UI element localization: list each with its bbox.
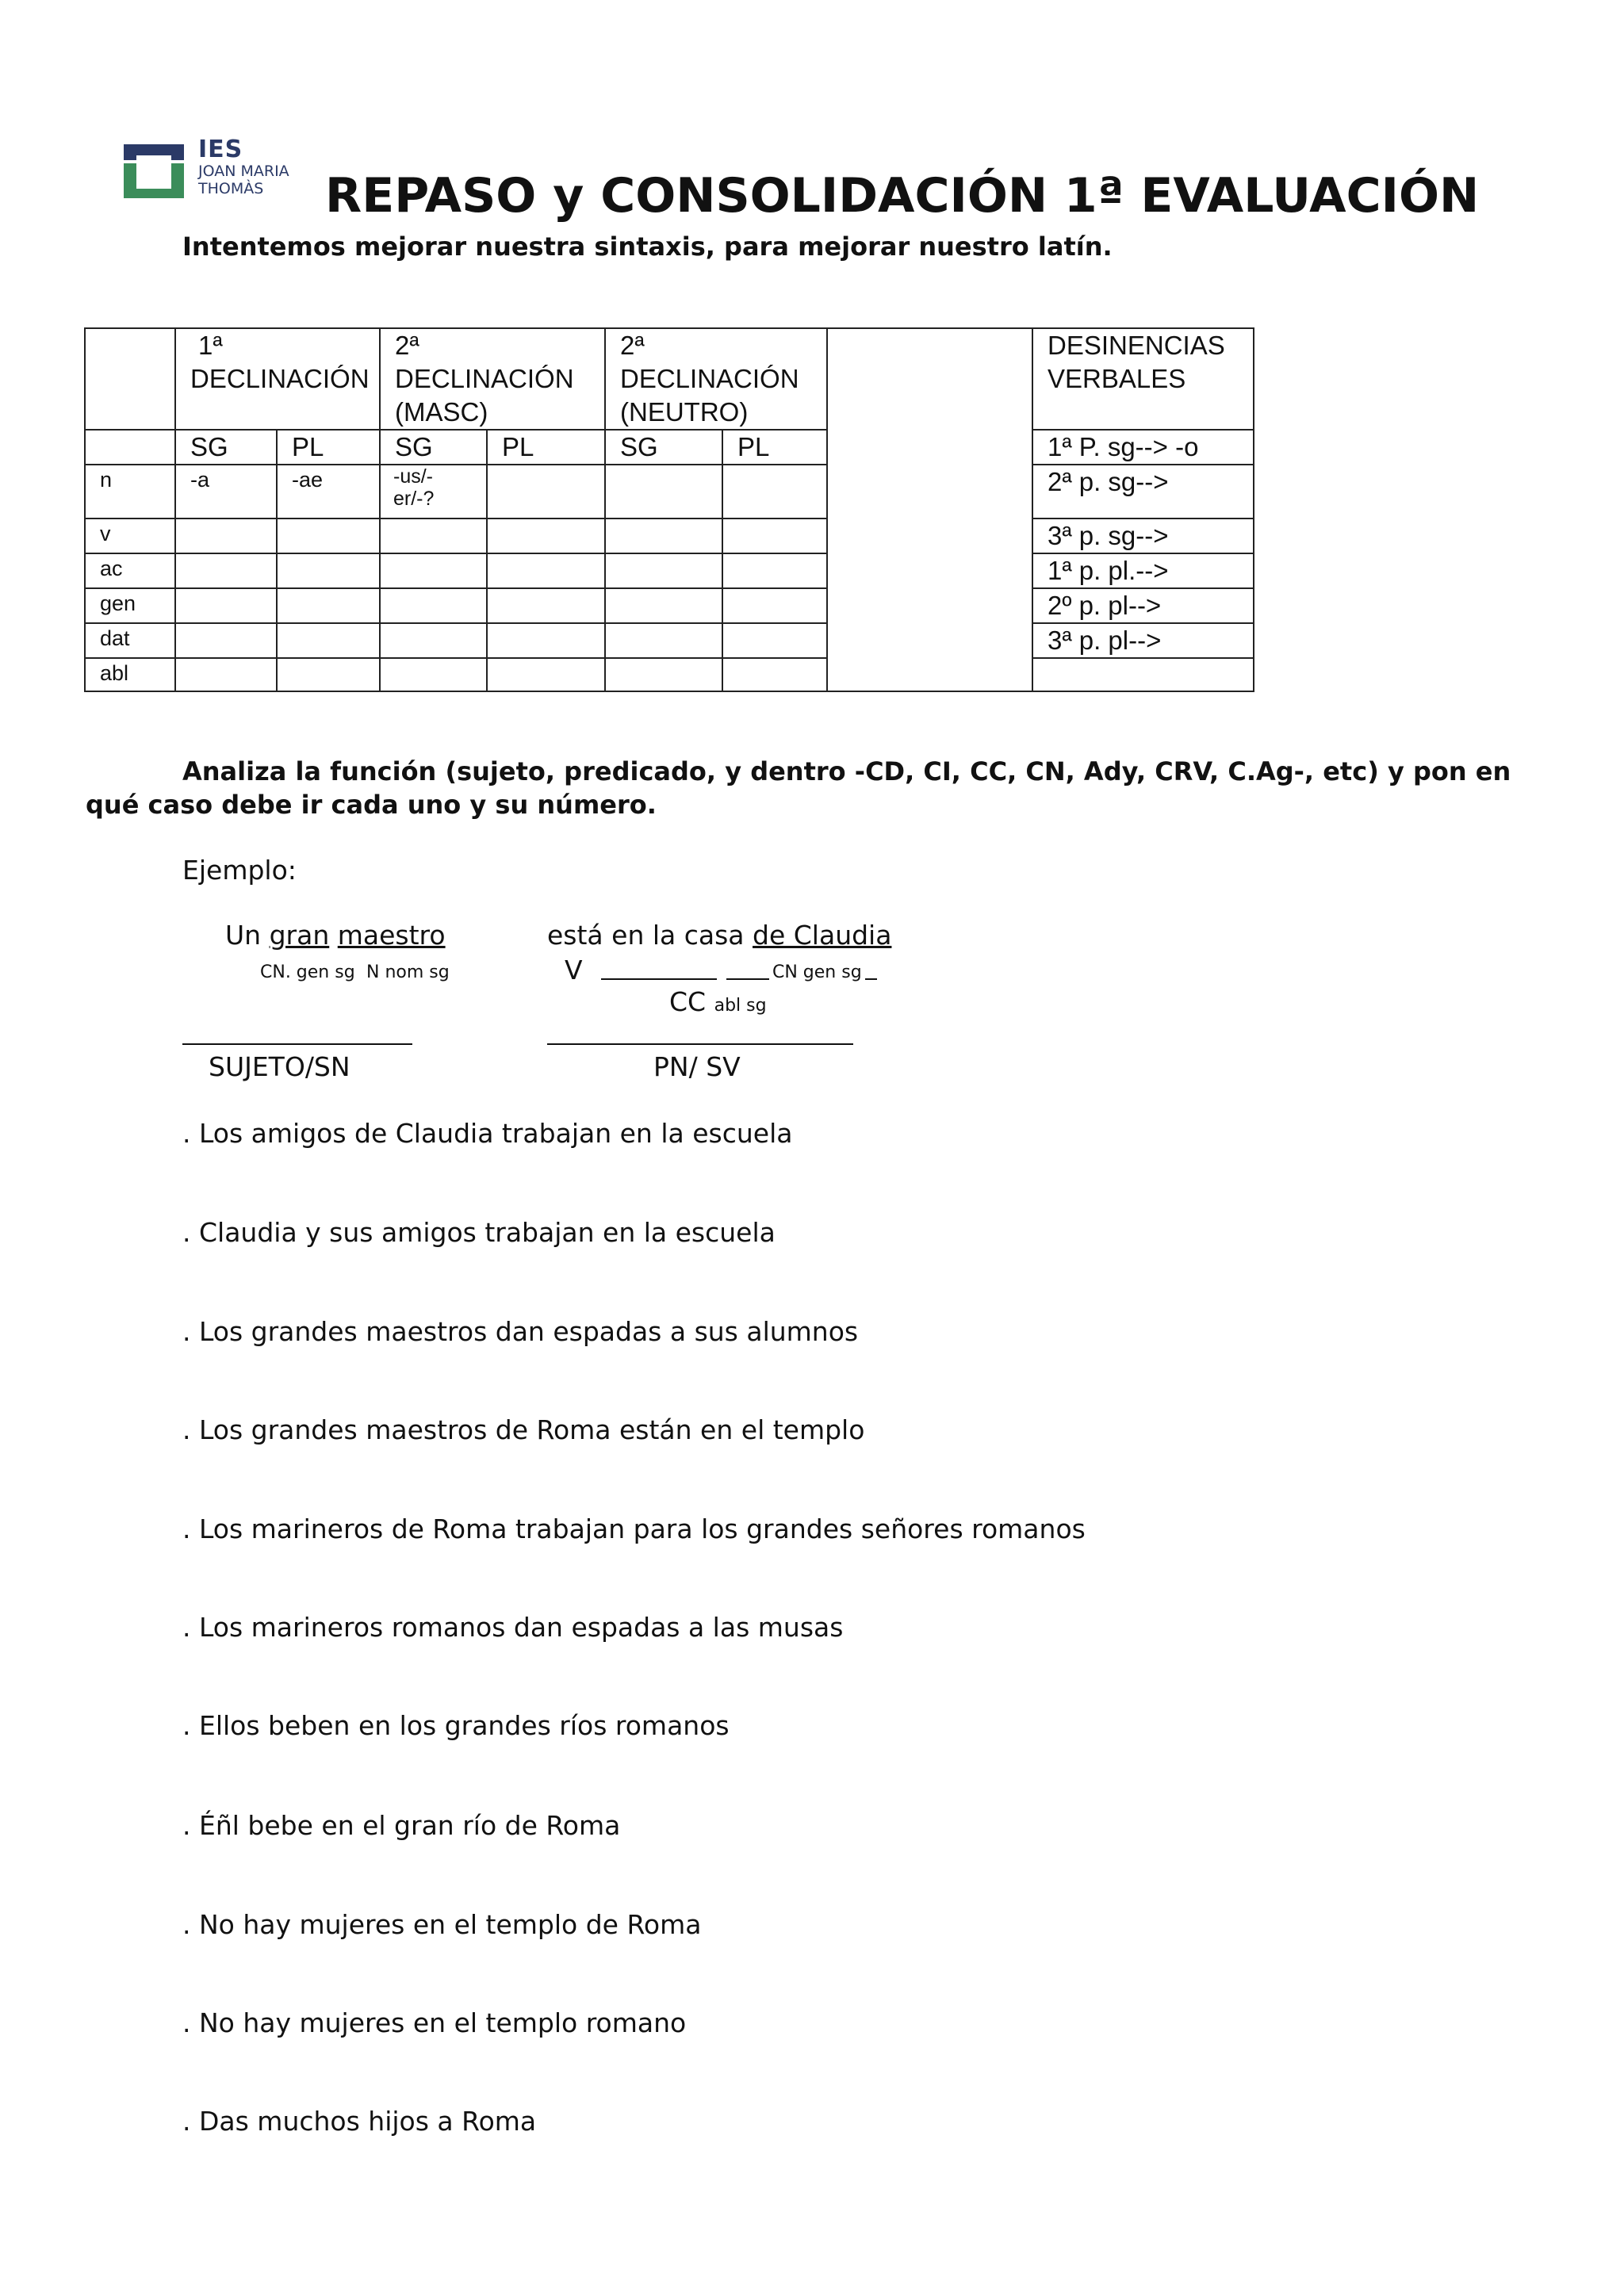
exercise-sentence: . Das muchos hijos a Roma <box>182 2106 537 2137</box>
subject-underline <box>182 1043 412 1045</box>
logo-line2: THOMÀS <box>198 180 264 197</box>
school-logo-text <box>198 138 289 197</box>
example-blank-line <box>601 978 717 980</box>
case-label: ac <box>85 553 175 588</box>
table-cell <box>380 623 487 658</box>
table-cell <box>277 553 380 588</box>
table-cell <box>605 465 722 519</box>
page-title: REPASO y CONSOLIDACIÓN 1ª EVALUACIÓN <box>325 168 1480 224</box>
table-cell <box>277 588 380 623</box>
table-cell <box>487 623 605 658</box>
example-word-maestro: maestro <box>337 920 446 951</box>
tag-cn-gen-sg-2: CN gen sg <box>769 962 865 982</box>
table-cell <box>722 553 827 588</box>
header-verbal-line1: DESINENCIAS <box>1048 331 1225 360</box>
exercise-sentence: . Los grandes maestros de Roma están en el templo <box>182 1414 865 1445</box>
instruction-paragraph <box>86 755 1529 821</box>
col-sg: SG <box>380 430 487 465</box>
exercise-sentence: . Los amigos de Claudia trabajan en la escuela <box>182 1118 793 1149</box>
declension-table <box>84 327 1254 692</box>
tag-cn-gen-sg: CN. gen sg <box>260 962 355 982</box>
table-cell <box>605 553 722 588</box>
table-cell <box>722 588 827 623</box>
table-cell <box>380 553 487 588</box>
col-pl: PL <box>277 430 380 465</box>
table-cell <box>175 588 277 623</box>
header-decl2n-line3: (NEUTRO) <box>620 397 749 427</box>
exercise-sentence: . Los marineros de Roma trabajan para los grandes señores romanos <box>182 1513 1086 1544</box>
verb-ending: 3ª p. pl--> <box>1032 623 1254 658</box>
table-cell <box>380 658 487 691</box>
table-cell <box>277 623 380 658</box>
label-pn: PN/ SV <box>653 1051 741 1082</box>
table-cell <box>487 519 605 553</box>
example-predicate <box>547 920 891 951</box>
header-decl2n-line2: DECLINACIÓN <box>620 364 799 393</box>
tag-cc-sub: abl sg <box>714 996 767 1016</box>
exercise-sentence: . Éñl bebe en el gran río de Roma <box>182 1810 621 1841</box>
table-cell <box>722 519 827 553</box>
cell-n-d2m-sg-line1: -us/- <box>393 465 433 488</box>
verb-ending: 2º p. pl--> <box>1032 588 1254 623</box>
col-pl: PL <box>487 430 605 465</box>
table-cell <box>605 519 722 553</box>
tag-v: V <box>565 955 583 985</box>
tag-cc-main: CC <box>669 986 707 1017</box>
school-logo-mark-icon <box>121 136 187 203</box>
example-subject <box>225 920 446 951</box>
exercise-sentence: . Ellos beben en los grandes ríos romanos <box>182 1710 730 1741</box>
header-corner <box>85 328 175 430</box>
table-cell <box>277 519 380 553</box>
tag-cc <box>669 986 767 1017</box>
table-cell <box>605 658 722 691</box>
table-cell <box>380 588 487 623</box>
logo-line1: JOAN MARIA <box>198 163 289 180</box>
table-cell <box>175 658 277 691</box>
case-label: dat <box>85 623 175 658</box>
case-label: gen <box>85 588 175 623</box>
table-cell <box>175 519 277 553</box>
exercise-sentence: . Los marineros romanos dan espadas a las musas <box>182 1612 844 1643</box>
tag-n-nom-sg: N nom sg <box>366 962 450 982</box>
header-decl2m-line3: (MASC) <box>395 397 488 427</box>
example-word-esta: está en la casa <box>547 920 745 951</box>
verb-ending: 2ª p. sg--> <box>1032 465 1254 519</box>
school-logo <box>121 136 303 208</box>
table-cell <box>175 553 277 588</box>
header-decl1 <box>175 328 380 430</box>
exercise-sentence: . No hay mujeres en el templo de Roma <box>182 1909 702 1940</box>
table-cell <box>1032 658 1254 691</box>
header-decl1-line2: DECLINACIÓN <box>190 364 370 393</box>
page-subtitle: Intentemos mejorar nuestra sintaxis, para mejorar nuestro latín. <box>182 232 1113 262</box>
case-label: v <box>85 519 175 553</box>
header-decl2-masc <box>380 328 605 430</box>
cell-n-d1-pl: -ae <box>277 465 380 519</box>
cell-n-d2m-sg-line2: er/-? <box>393 488 435 510</box>
label-sujeto: SUJETO/SN <box>209 1051 350 1082</box>
header-verbal <box>1032 328 1254 430</box>
col-pl: PL <box>722 430 827 465</box>
predicate-underline <box>547 1043 853 1045</box>
example-word-un: Un <box>225 920 262 951</box>
verb-ending: 1ª P. sg--> -o <box>1032 430 1254 465</box>
example-label: Ejemplo: <box>182 855 297 886</box>
table-cell <box>722 658 827 691</box>
header-decl2-neut <box>605 328 827 430</box>
verb-ending: 1ª p. pl.--> <box>1032 553 1254 588</box>
table-cell <box>605 623 722 658</box>
table-cell <box>487 658 605 691</box>
header-decl2n-line1: 2ª <box>620 331 645 360</box>
table-cell <box>487 465 605 519</box>
col-sg: SG <box>175 430 277 465</box>
exercise-sentence: . Los grandes maestros dan espadas a sus alumnos <box>182 1316 859 1347</box>
header-verbal-line2: VERBALES <box>1048 364 1186 393</box>
table-cell <box>487 588 605 623</box>
instruction-text: Analiza la función (sujeto, predicado, y dentro -CD, CI, CC, CN, Ady, CRV, C.Ag-, etc) y pon en qué caso debe ir cada uno y su número. <box>86 756 1511 820</box>
cell-n-d1-sg: -a <box>175 465 277 519</box>
logo-ies: IES <box>198 136 243 163</box>
table-cell <box>380 519 487 553</box>
case-label: n <box>85 465 175 519</box>
example-word-gran: gran <box>269 920 330 951</box>
table-cell <box>605 588 722 623</box>
verb-ending: 3ª p. sg--> <box>1032 519 1254 553</box>
table-cell <box>722 465 827 519</box>
example-word-de-claudia: de Claudia <box>753 920 892 951</box>
case-label: abl <box>85 658 175 691</box>
cell-n-d2m-sg <box>380 465 487 519</box>
table-cell <box>487 553 605 588</box>
header-decl2m-line2: DECLINACIÓN <box>395 364 574 393</box>
header-decl1-line1: 1ª <box>198 331 223 360</box>
exercise-sentence: . Claudia y sus amigos trabajan en la escuela <box>182 1217 776 1248</box>
blank-column <box>827 328 1032 691</box>
header-decl2m-line1: 2ª <box>395 331 419 360</box>
table-cell <box>722 623 827 658</box>
exercise-sentence: . No hay mujeres en el templo romano <box>182 2007 687 2038</box>
sgpl-corner <box>85 430 175 465</box>
col-sg: SG <box>605 430 722 465</box>
table-cell <box>277 658 380 691</box>
table-cell <box>175 623 277 658</box>
